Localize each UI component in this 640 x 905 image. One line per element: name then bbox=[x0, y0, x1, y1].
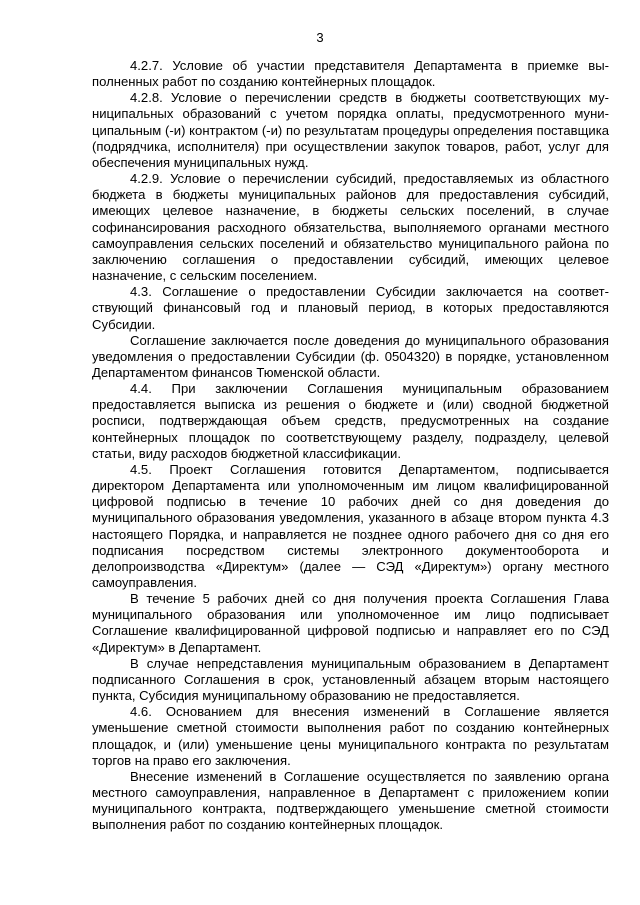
paragraph-4-3: 4.3. Соглашение о предоставлении Субсидии заключается на соответствующий финансовый год и плановый период, в которых предоставляются Субсидии. bbox=[92, 284, 609, 332]
paragraph-4-3-second: Соглашение заключается после доведения до муниципального образования уведомления о предоставлении Субсидии (ф. 0504320) в порядке, установленном Департаментом финансов Тюменской области. bbox=[92, 332, 609, 380]
paragraph-4-5: 4.5. Проект Соглашения готовится Департаментом, подписывается директором Департамента или уполномоченным им лицом квалифицированной цифровой подписью в течение 10 рабочих дней со дня доведения до муниципального образования уведомления, указанного в абзаце втором пункта 4.3 настоящего Порядка, и направляется не позднее одного рабочего дня со дня его подписания посредством системы электронного документооборота и делопроизводства «Директум» (далее — СЭД «Директум») органу местного самоуправления. bbox=[92, 461, 609, 590]
paragraph-4-6: 4.6. Основанием для внесения изменений в Соглашение является уменьшение сметной стоимости выполнения работ по созданию контейнерных площадок, и (или) уменьшение цены муниципального контракта по результатам торгов на право его заключения. bbox=[92, 704, 609, 768]
paragraph-4-5-second: В течение 5 рабочих дней со дня получения проекта Соглашения Глава муниципального образования или уполномоченное им лицо подписывает Соглашение квалифицированной цифровой подписью и направляет его по СЭД «Директум» в Департамент. bbox=[92, 591, 609, 655]
paragraph-4-2-8: 4.2.8. Условие о перечислении средств в бюджеты соответствующих муниципальных образований с учетом порядка оплаты, предусмотренного муниципальным (-и) контрактом (-и) по результатам процедуры определения поставщика (подрядчика, исполнителя) при осуществлении закупок товаров, работ, услуг для обеспечения муниципальных нужд. bbox=[92, 90, 609, 170]
paragraph-4-6-second: Внесение изменений в Соглашение осуществляется по заявлению органа местного самоуправления, направленное в Департамент с приложением копии муниципального контракта, подтверждающего уменьшение сметной стоимости выполнения работ по созданию контейнерных площадок. bbox=[92, 768, 609, 833]
page-number: 3 bbox=[316, 30, 324, 45]
paragraph-4-2-7: 4.2.7. Условие об участии представителя Департамента в приемке выполненных работ по созданию контейнерных площадок. bbox=[92, 58, 609, 90]
paragraph-4-4: 4.4. При заключении Соглашения муниципальным образованием предоставляется выписка из решения о бюджете и (или) сводной бюджетной росписи, подтверждающая объем средств, предусмотренных на создание контейнерных площадок по соответствующему разделу, подразделу, целевой статьи, виду расходов бюджетной классификации. bbox=[92, 381, 609, 461]
document-body bbox=[92, 58, 609, 834]
paragraph-4-2-9: 4.2.9. Условие о перечислении субсидий, предоставляемых из областного бюджета в бюджеты муниципальных районов для предоставления субсидий, имеющих целевое назначение, в бюджеты сельских поселений, в случае софинансирования расходного обязательства, выполняемого органами местного самоуправления сельских поселений и обязательство муниципального района по заключению соглашения о предоставлении субсидий, имеющих целевое назначение, с сельским поселением. bbox=[92, 171, 609, 284]
paragraph-4-5-third: В случае непредставления муниципальным образованием в Департамент подписанного Соглашения в срок, установленный абзацем вторым настоящего пункта, Субсидия муниципальному образованию не предоставляется. bbox=[92, 655, 609, 704]
